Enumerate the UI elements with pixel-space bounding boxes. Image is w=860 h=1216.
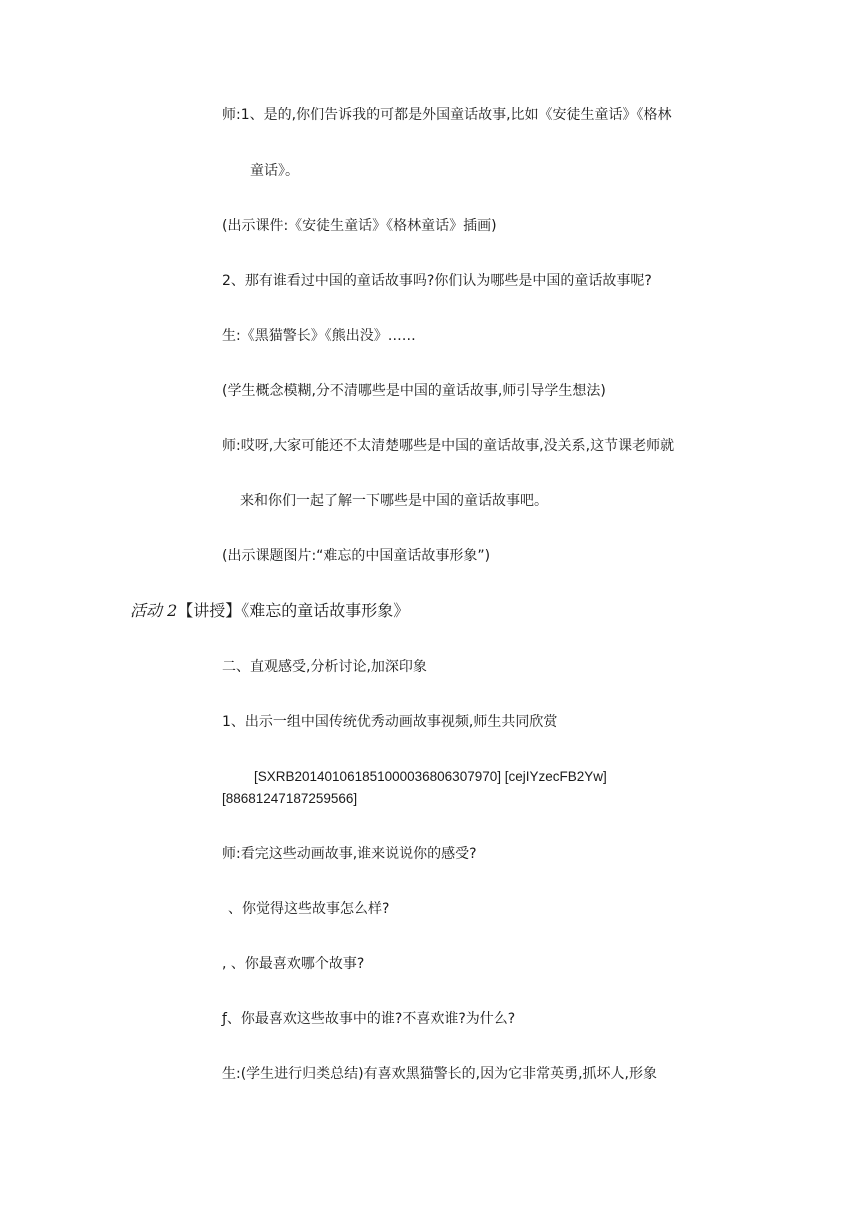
paragraph-line: 童话》。: [250, 163, 299, 179]
question-item: , 、你最喜欢哪个故事?: [222, 956, 365, 972]
question-item: 、你觉得这些故事怎么样?: [228, 901, 390, 917]
paragraph-line: 来和你们一起了解一下哪些是中国的童话故事吧。: [240, 493, 548, 509]
activity-heading: [130, 601, 409, 621]
resource-code-line: [88681247187259566]: [222, 791, 358, 806]
paragraph-line: 生:(学生进行归类总结)有喜欢黑猫警长的,因为它非常英勇,抓坏人,形象: [222, 1066, 657, 1082]
paragraph-line: 2、那有谁看过中国的童话故事吗?你们认为哪些是中国的童话故事呢?: [222, 273, 652, 289]
section-heading: 二、直观感受,分析讨论,加深印象: [222, 659, 427, 675]
paragraph-line: 生:《黑猫警长》《熊出没》……: [222, 328, 416, 344]
paragraph-line: (出示课件:《安徒生童话》《格林童话》插画): [222, 218, 497, 234]
paragraph-line: 师:哎呀,大家可能还不太清楚哪些是中国的童话故事,没关系,这节课老师就: [222, 438, 675, 454]
resource-code-line: [SXRB201401061851000036806307970] [cejIYzecFB2Yw]: [254, 769, 607, 784]
paragraph-line: 师:看完这些动画故事,谁来说说你的感受?: [222, 846, 477, 862]
paragraph-line: (出示课题图片:“难忘的中国童话故事形象”): [222, 548, 491, 564]
activity-label: 活动 2: [130, 601, 178, 620]
paragraph-line: 1、出示一组中国传统优秀动画故事视频,师生共同欣赏: [222, 714, 558, 730]
paragraph-line: (学生概念模糊,分不清哪些是中国的童话故事,师引导学生想法): [222, 383, 606, 399]
activity-title: 《难忘的童话故事形象》: [241, 601, 410, 620]
question-item: ƒ、你最喜欢这些故事中的谁?不喜欢谁?为什么?: [222, 1011, 516, 1027]
paragraph-line: 师:1、是的,你们告诉我的可都是外国童话故事,比如《安徒生童话》《格林: [222, 107, 672, 123]
activity-tag: 【讲授】: [177, 601, 242, 620]
